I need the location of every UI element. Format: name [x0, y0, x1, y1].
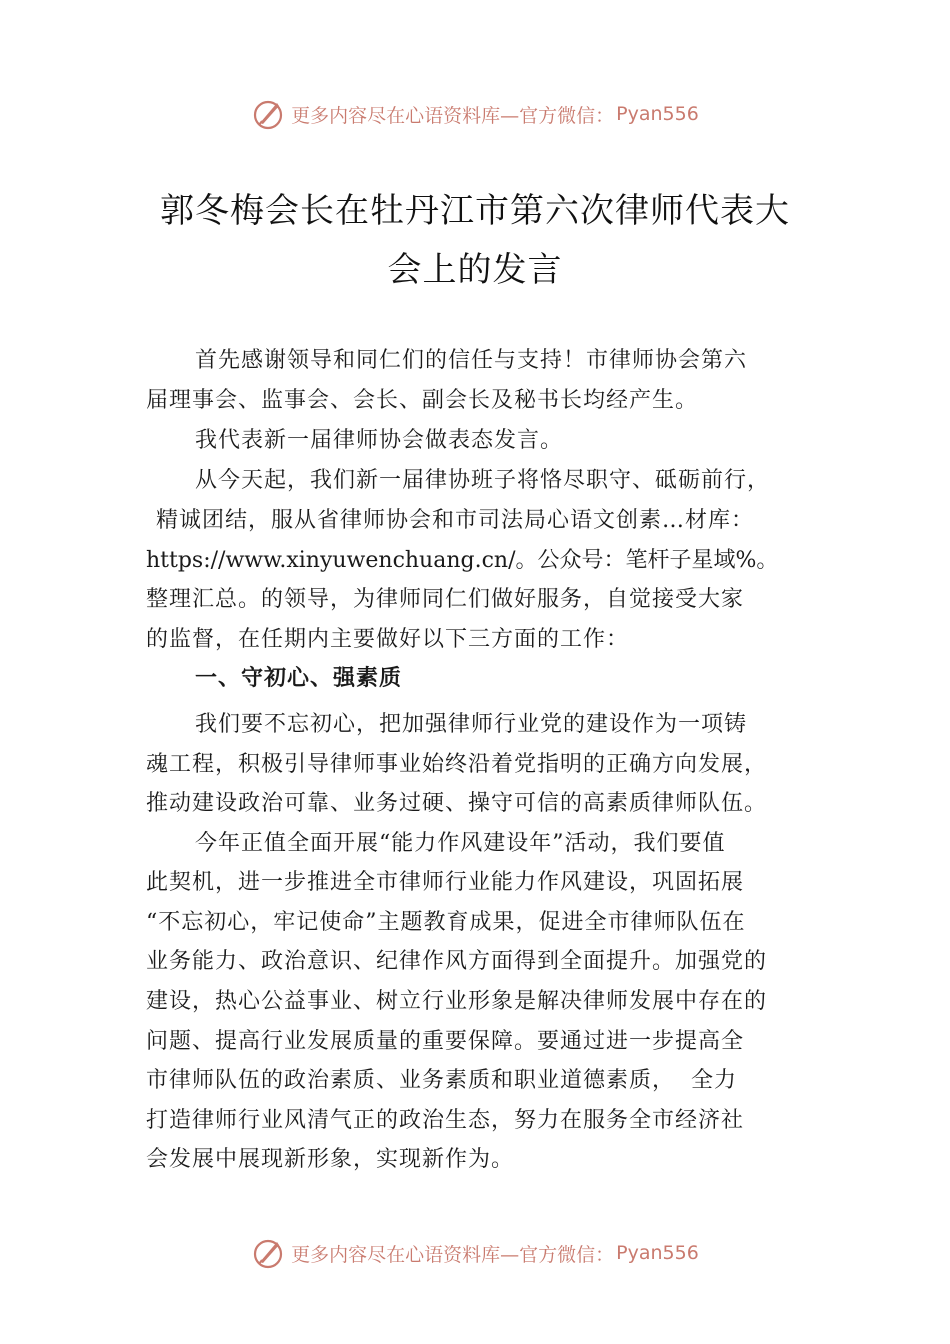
body-line: 我代表新一届律师协会做表态发言。	[195, 428, 564, 453]
body-line: 市律师队伍的政治素质、业务素质和职业道德素质， 全力	[146, 1068, 737, 1093]
header-watermark	[0, 94, 950, 134]
body-line: 我们要不忘初心，把加强律师行业党的建设作为一项铸	[195, 712, 748, 737]
body-line: “不忘初心，牢记使命”主题教育成果，促进全市律师队伍在	[146, 910, 746, 935]
body-line: 此契机，进一步推进全市律师行业能力作风建设，巩固拓展	[146, 870, 745, 895]
watermark-text: 更多内容尽在心语资料库—官方微信：	[291, 1243, 615, 1266]
body-line: 精诚团结，服从省律师协会和市司法局心语文创素…材库：	[156, 508, 755, 533]
body-line: 届理事会、监事会、会长、副会长及秘书长均经产生。	[146, 388, 699, 413]
body-line: 推动建设政治可靠、业务过硬、操守可信的高素质律师队伍。	[146, 791, 768, 816]
quill-logo-icon	[251, 97, 285, 131]
watermark-account: Pyan556	[616, 1242, 699, 1264]
section-heading: 一、守初心、强素质	[195, 666, 403, 691]
body-line: 的监督，在任期内主要做好以下三方面的工作：	[146, 627, 630, 652]
body-line: https://www.xinyuwenchuang.cn/。公众号：笔杆子星域%。	[146, 548, 779, 573]
body-line: 问题、提高行业发展质量的重要保障。要通过进一步提高全	[146, 1029, 745, 1054]
body-line: 首先感谢领导和同仁们的信任与支持！市律师协会第六	[195, 348, 748, 373]
body-line: 今年正值全面开展“能力作风建设年”活动，我们要值	[195, 831, 726, 856]
document-title-line-2: 会上的发言	[387, 250, 563, 290]
body-line: 打造律师行业风清气正的政治生态，努力在服务全市经济社	[146, 1108, 745, 1133]
quill-logo-icon	[251, 1236, 285, 1270]
watermark-text: 更多内容尽在心语资料库—官方微信：	[291, 104, 615, 127]
body-line: 从今天起，我们新一届律协班子将恪尽职守、砥砺前行，	[195, 468, 771, 493]
body-line: 会发展中展现新形象，实现新作为。	[146, 1147, 515, 1172]
watermark-account: Pyan556	[616, 103, 699, 125]
body-line: 整理汇总。的领导，为律师同仁们做好服务，自觉接受大家	[146, 587, 745, 612]
footer-watermark	[0, 1233, 950, 1273]
body-line: 建设，热心公益事业、树立行业形象是解决律师发展中存在的	[146, 989, 768, 1014]
body-line: 魂工程，积极引导律师事业始终沿着党指明的正确方向发展，	[146, 752, 768, 777]
body-line: 业务能力、政治意识、纪律作风方面得到全面提升。加强党的	[146, 949, 768, 974]
document-title-line-1: 郭冬梅会长在牡丹江市第六次律师代表大	[160, 191, 790, 231]
